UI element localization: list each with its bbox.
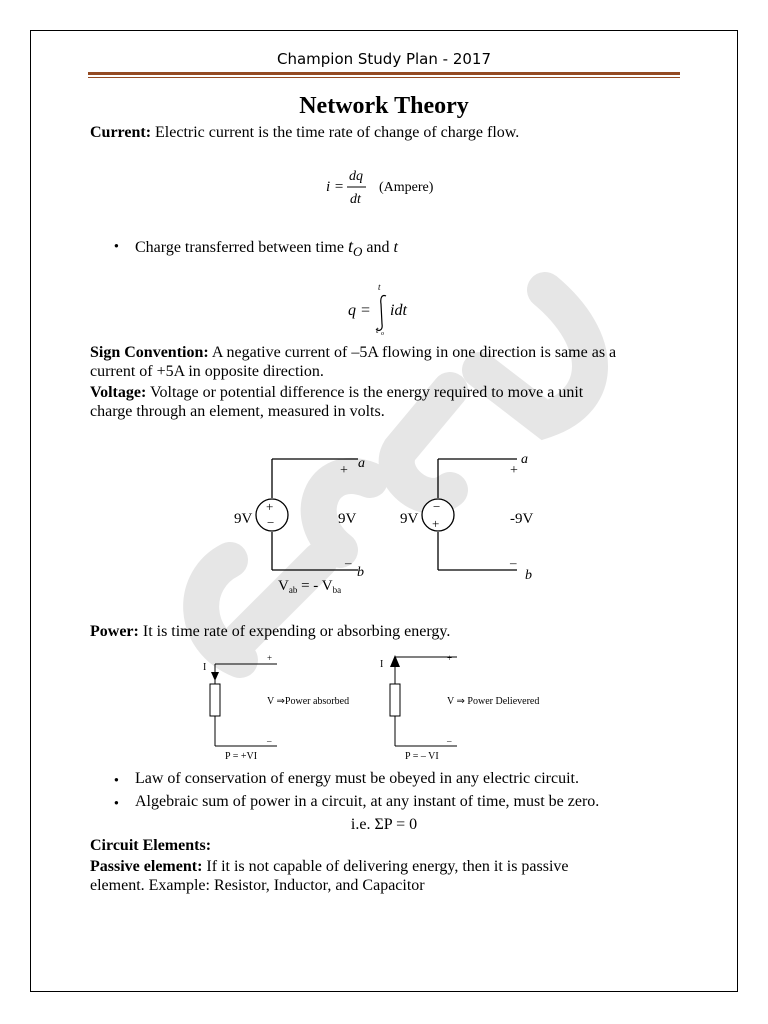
integrand: idt [390,302,407,319]
left-circuit [234,456,365,595]
bullet-icon: ● [114,775,119,784]
power-bullet-2: Algebraic sum of power in a circuit, at any instant of time, must be zero. [135,793,600,810]
current-down-arrow-icon [211,672,219,681]
bullet-icon: ● [114,241,119,250]
charge-bullet-text: Charge transferred between time [135,239,348,256]
left-source-minus: − [267,515,275,530]
sign-convention-paragraph [90,343,616,381]
t0-subscript: O [352,244,363,260]
t-symbol: t [393,239,398,256]
voltage-paragraph [90,383,583,421]
right-source-minus: − [433,499,441,514]
voltage-label: Voltage: [90,384,147,401]
voltage-line1: Voltage or potential difference is the energy required to move a unit [146,384,584,401]
power-delivered-circuit [380,653,539,762]
left-plus: + [267,653,273,663]
sign-convention-label: Sign Convention: [90,344,209,361]
passive-element-paragraph [90,857,569,895]
bullet-icon: ● [114,798,119,807]
integral-upper: t [378,282,381,292]
and-text: and [362,239,394,256]
relation-v1: $V_{ab}$ = - $V_{ba}$ [278,578,342,595]
left-source-label: 9V [234,511,253,527]
t0-symbol: t [347,236,353,256]
right-terminal-a: a [521,452,528,467]
voltage-line2: charge through an element, measured in volts. [90,403,385,420]
right-resistor [390,684,400,716]
left-terminal-plus: + [340,463,348,478]
passive-line2: element. Example: Resistor, Inductor, and Capacitor [90,877,425,894]
power-delivered-label: V ⇒ Power Delievered [447,696,540,707]
left-resistor [210,684,220,716]
left-source-plus: + [266,499,274,514]
integral-lower-sub: o [381,331,384,337]
power-delivered-formula: P = – VI [405,751,439,762]
right-source-plus: + [432,516,440,531]
power-absorbed-label: V ⇒Power absorbed [267,696,350,707]
right-minus: – [447,736,452,746]
integral-lower: t [376,325,379,335]
power-bullet-1: Law of conservation of energy must be obeyed in any electric circuit. [135,770,579,787]
right-circuit [400,452,533,583]
left-voltage-value: 9V [338,511,357,527]
left-current-label: I [203,662,207,673]
right-terminal-b: b [525,568,532,583]
power-absorbed-circuit [203,653,349,762]
current-label: Current: [90,124,152,141]
current-text: Electric current is the time rate of change of charge flow. [151,124,520,141]
page-title: Network Theory [299,93,469,119]
sum-power-equation: i.e. ΣP = 0 [350,816,418,833]
integral-lhs: q = [348,302,371,319]
formula-unit: (Ampere) [379,180,434,195]
power-label: Power: [90,623,139,640]
passive-element-label: Passive element: [90,858,203,875]
right-current-label: I [380,659,384,670]
sign-convention-line1: A negative current of –5A flowing in one direction is same as a [208,344,617,361]
power-diagram [195,648,565,766]
power-paragraph [90,622,450,641]
left-terminal-minus: – [345,555,352,570]
right-plus: + [447,653,453,663]
formula-numerator: dq [349,169,363,184]
header-rule-thin [88,77,680,78]
page-header: Champion Study Plan - 2017 [276,50,492,68]
right-source-label: 9V [400,511,419,527]
current-paragraph [90,123,519,142]
power-absorbed-formula: P = +VI [225,751,258,762]
right-terminal-plus: + [510,463,518,478]
charge-integral [340,282,450,338]
left-terminal-b: b [357,565,364,580]
passive-line1: If it is not capable of delivering energy, then it is passive [202,858,569,875]
left-terminal-a: a [358,456,365,471]
circuit-elements-heading: Circuit Elements: [90,837,212,854]
formula-denominator: dt [350,192,361,207]
right-voltage-value: -9V [510,511,534,527]
left-minus: – [267,736,272,746]
right-terminal-minus: – [510,555,517,570]
voltage-diagram [220,448,560,608]
formula-lhs: i = [326,179,345,195]
power-text: It is time rate of expending or absorbing energy. [138,623,451,640]
current-formula [320,163,460,209]
header-rule [88,72,680,75]
charge-bullet [135,236,398,260]
sign-convention-line2: current of +5A in opposite direction. [90,363,324,380]
